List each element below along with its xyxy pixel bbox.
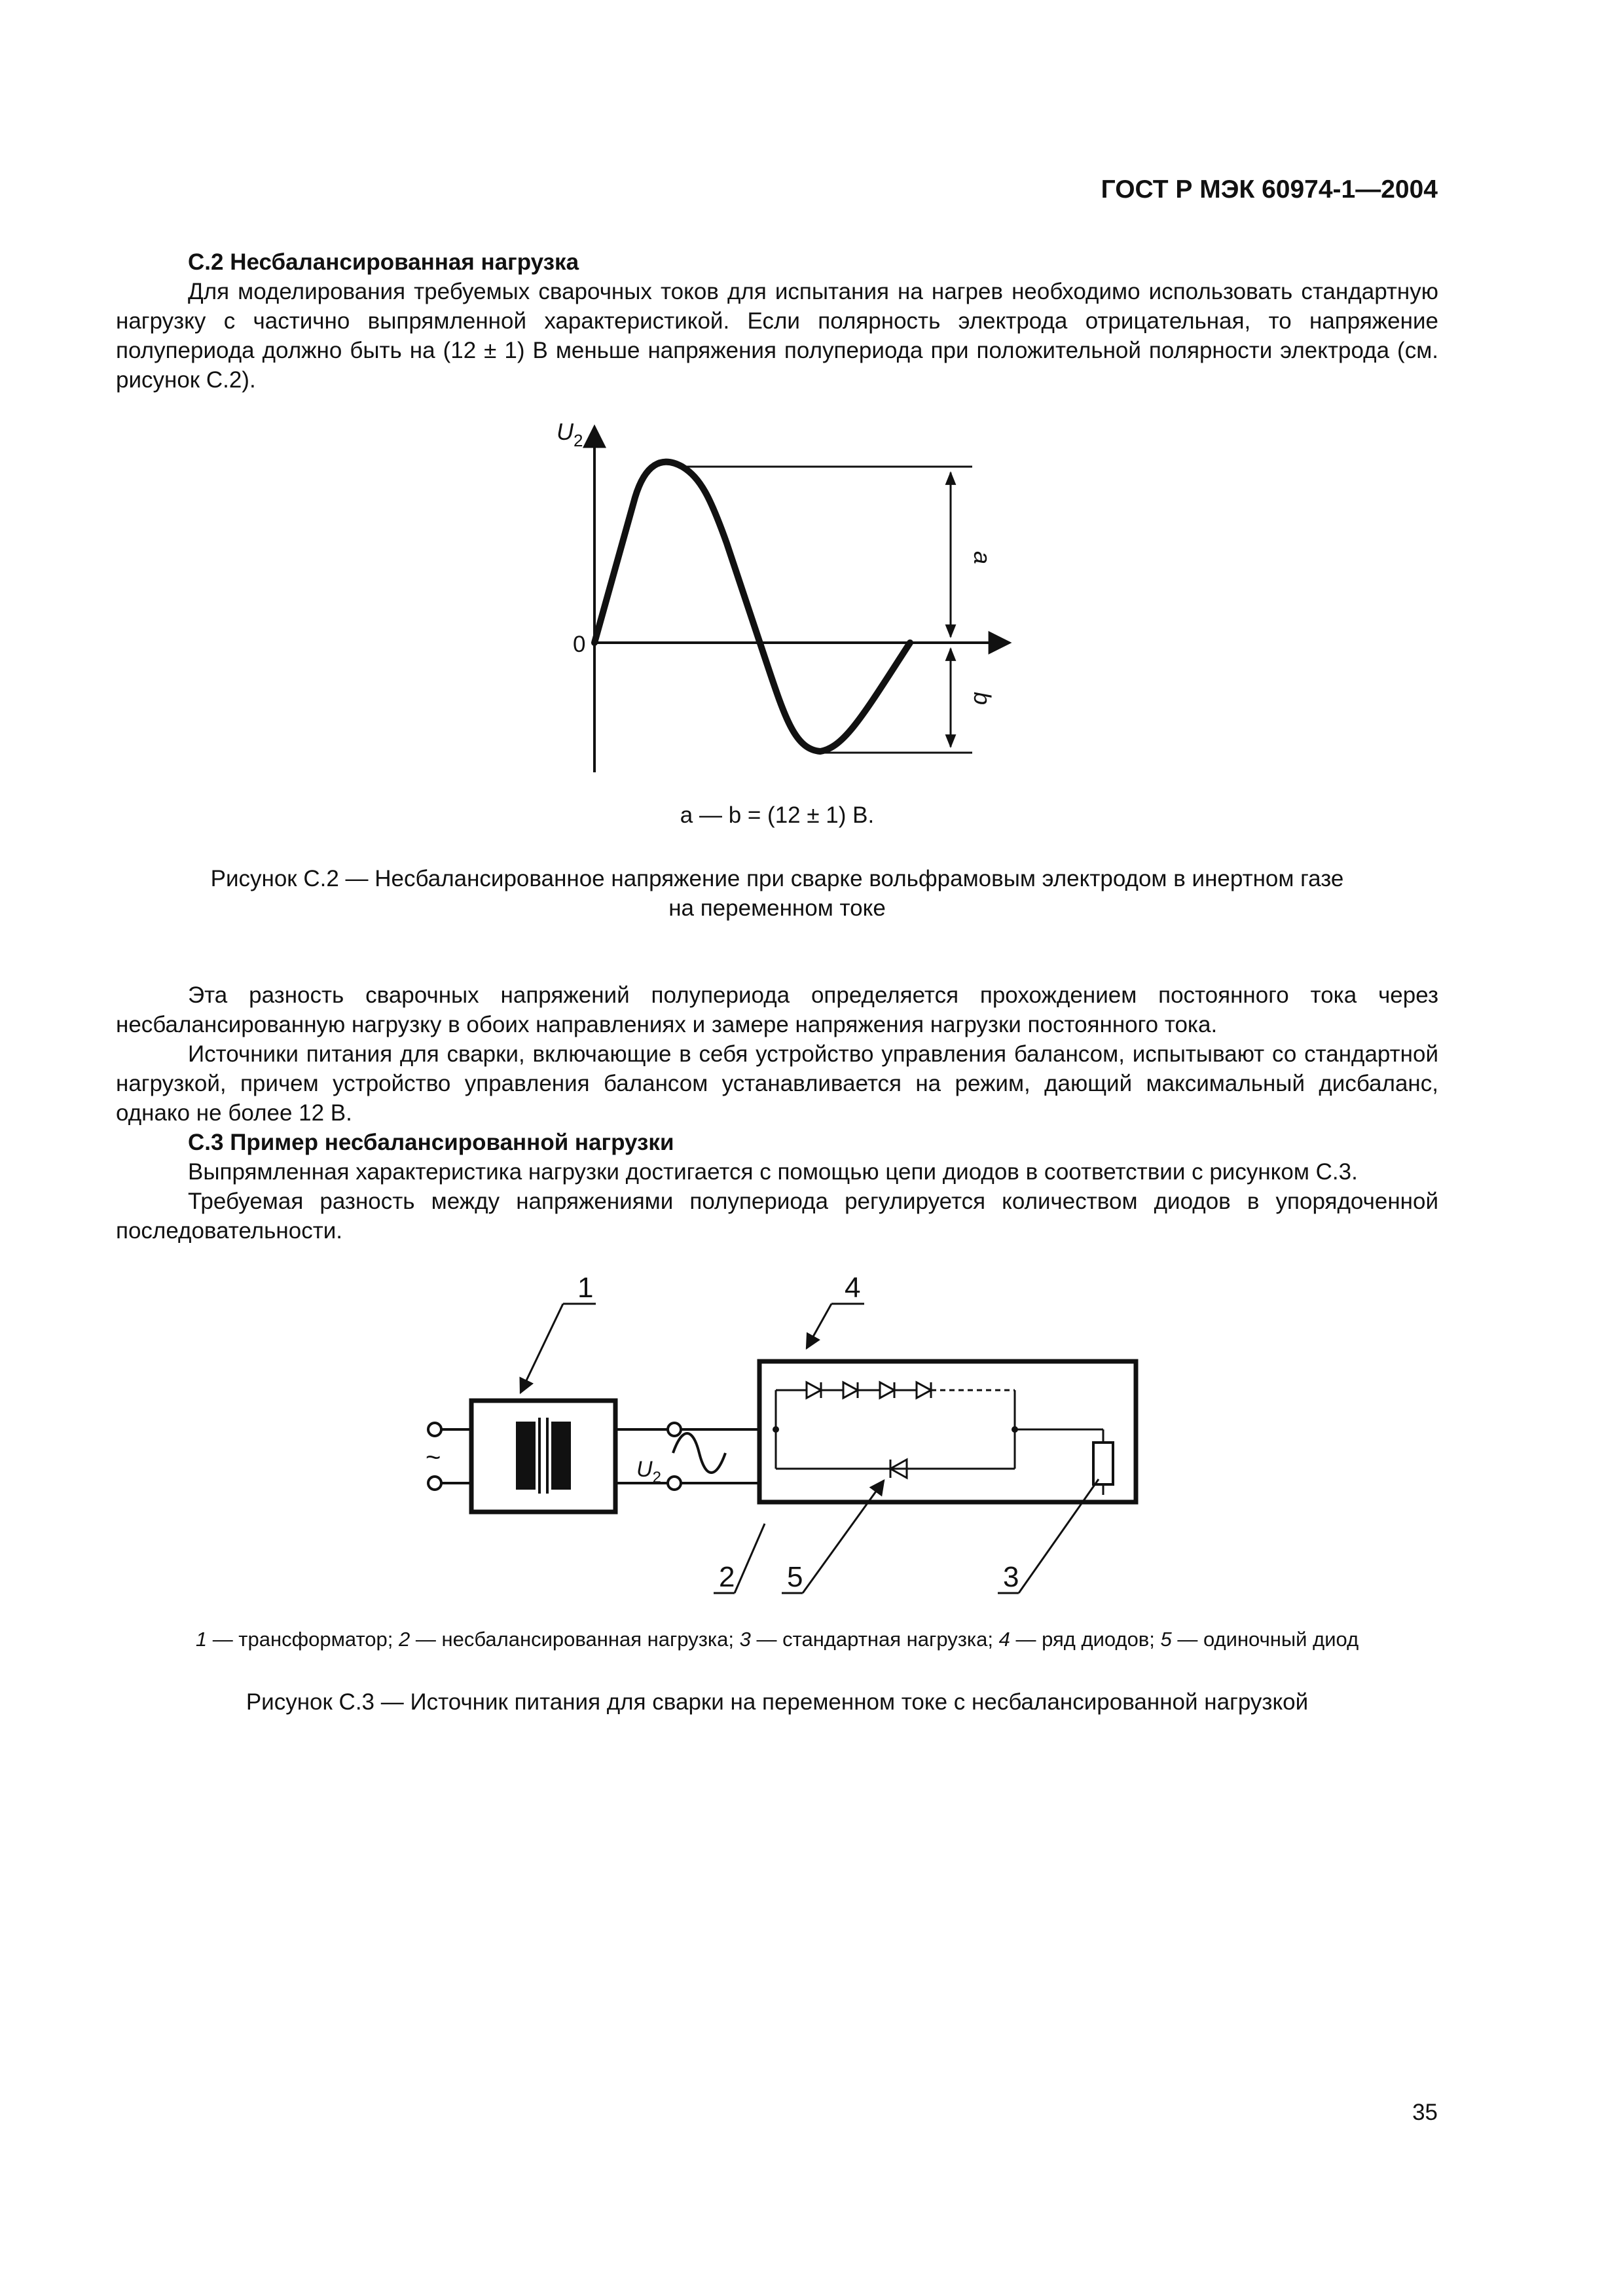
figure-c2-caption-line2: на переменном токе	[668, 895, 886, 921]
transformer-core-right	[551, 1422, 571, 1490]
figure-c3-legend	[116, 1624, 1438, 1654]
figure-c2-waveform	[537, 412, 1034, 789]
callout-1: 1	[577, 1272, 594, 1304]
legend-text-5: — одиночный диод	[1171, 1628, 1359, 1651]
body-paragraph-1: Эта разность сварочных напряжений полупериода определяется прохождением постоянного тока через несбалансированную нагрузку в обоих направлениях и замере напряжения нагрузки постоянного тока.	[116, 982, 1438, 1037]
figure-c2-caption	[116, 864, 1438, 923]
input-terminal-bottom	[428, 1477, 441, 1490]
callout-5: 5	[787, 1561, 803, 1593]
diode-row	[807, 1382, 1015, 1398]
page-number: 35	[1412, 2100, 1438, 2125]
paragraph-c2: Для моделирования требуемых сварочных токов для испытания на нагрев необходимо использовать стандартную нагрузку с частично выпрямленной характеристикой. Если полярность электрода отрицательная, то напряжение полупериода должно быть на (12 ± 1) В меньше напряжения полупериода при положительной полярности электрода (см. рисунок С.2).	[116, 279, 1438, 393]
callout-4: 4	[845, 1272, 861, 1304]
section-heading-c2: С.2 Несбалансированная нагрузка	[188, 249, 579, 275]
legend-text-4: — ряд диодов;	[1010, 1628, 1161, 1651]
legend-num-1: 1	[195, 1628, 208, 1651]
body-paragraph-2: Источники питания для сварки, включающие в себя устройство управления балансом, испытывают со стандартной нагрузкой, причем устройство управления балансом устанавливается на режим, дающий максимальный дисбаланс, однако не более 12 В.	[116, 1041, 1438, 1126]
callout-2: 2	[719, 1561, 735, 1593]
output-terminal-bottom	[668, 1477, 681, 1490]
output-terminal-top	[668, 1423, 681, 1436]
legend-text-1: — трансформатор;	[207, 1628, 399, 1651]
unbalanced-load-box	[759, 1361, 1136, 1502]
paragraph-c3-1: Выпрямленная характеристика нагрузки достигается с помощью цепи диодов в соответствии с рисунком С.3.	[188, 1159, 1358, 1185]
standard-load-resistor	[1093, 1443, 1113, 1484]
unbalanced-waveform	[594, 462, 910, 751]
legend-num-4: 4	[998, 1628, 1010, 1651]
legend-num-2: 2	[399, 1628, 410, 1651]
y-axis-label: $U_2$	[556, 418, 583, 450]
transformer-core-left	[516, 1422, 536, 1490]
section-heading-c3: С.3 Пример несбалансированной нагрузки	[188, 1130, 674, 1155]
legend-num-3: 3	[739, 1628, 751, 1651]
transformer-box	[471, 1401, 615, 1512]
legend-text-2: — несбалансированная нагрузка;	[410, 1628, 740, 1651]
section-c2	[116, 247, 1438, 395]
callout-3: 3	[1003, 1561, 1019, 1593]
sine-symbol	[673, 1433, 725, 1473]
dim-b-label: b	[969, 691, 996, 706]
legend-text-3: — стандартная нагрузка;	[750, 1628, 999, 1651]
figure-c3-circuit	[406, 1270, 1165, 1613]
figure-c2-formula: a — b = (12 ± 1) В.	[680, 802, 875, 828]
dim-a-label: a	[969, 550, 996, 565]
paragraph-c3-2: Требуемая разность между напряжениями полупериода регулируется количеством диодов в упорядоченной последовательности.	[116, 1189, 1438, 1244]
u2-label: $U_2$	[636, 1457, 661, 1486]
zero-label: 0	[573, 632, 586, 657]
body-text	[116, 980, 1438, 1246]
figure-c2-caption-line1: Рисунок С.2 — Несбалансированное напряжение при сварке вольфрамовым электродом в инертном газе	[210, 866, 1344, 891]
input-terminal-top	[428, 1423, 441, 1436]
figure-c3-caption: Рисунок С.3 — Источник питания для сварки на переменном токе с несбалансированной нагрузкой	[246, 1689, 1309, 1715]
legend-num-5: 5	[1160, 1628, 1172, 1651]
ac-symbol: ~	[426, 1443, 441, 1472]
document-code: ГОСТ Р МЭК 60974-1—2004	[1101, 175, 1438, 204]
